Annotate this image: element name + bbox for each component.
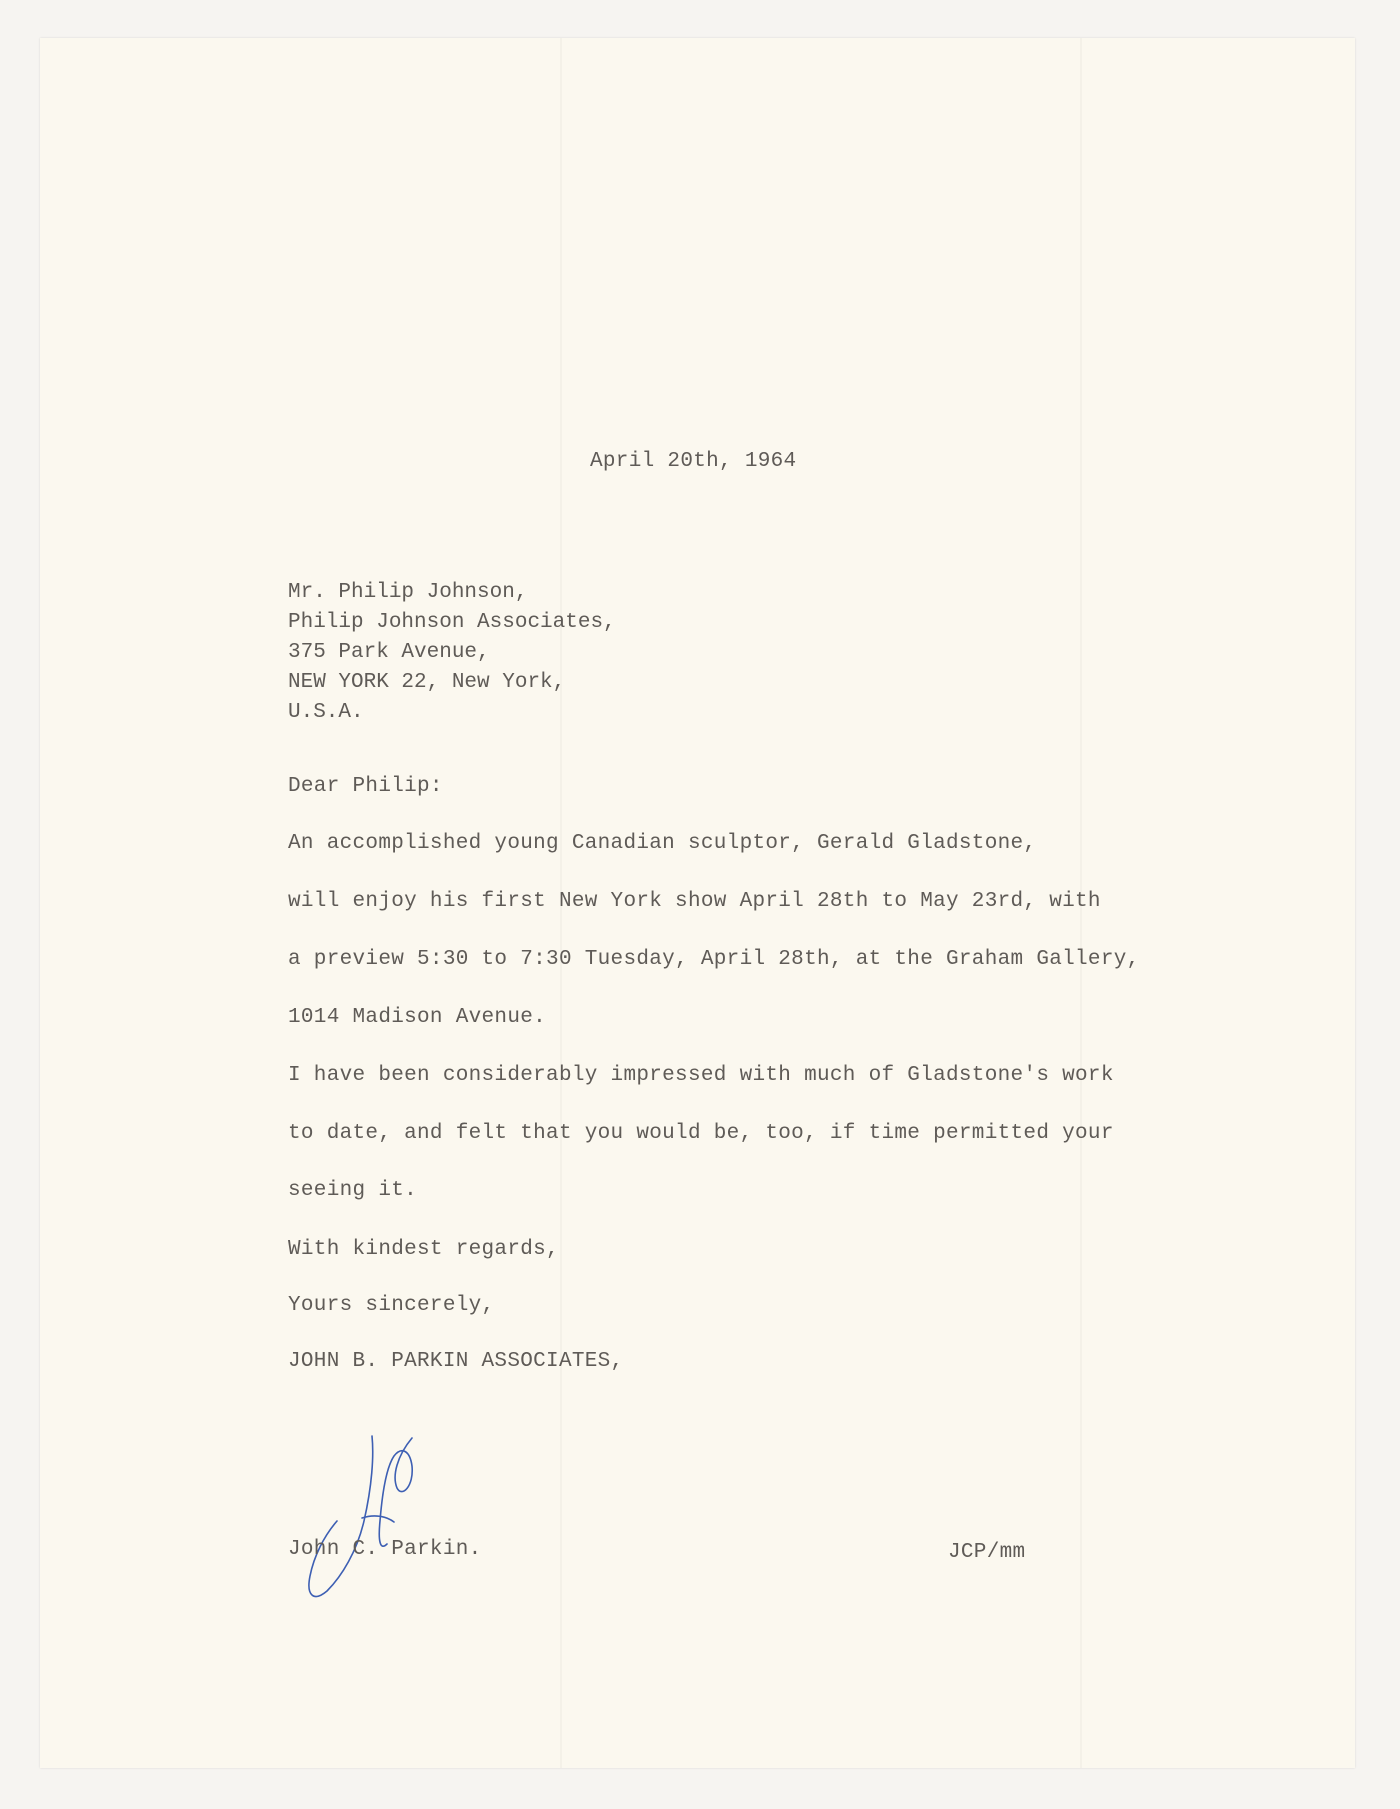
body-line: seeing it. bbox=[288, 1179, 418, 1202]
signatory-name: John C. Parkin. bbox=[288, 1538, 482, 1561]
body-line: a preview 5:30 to 7:30 Tuesday, April 28th, at the Graham Gallery, bbox=[288, 948, 1140, 971]
valediction: Yours sincerely, bbox=[288, 1294, 495, 1317]
address-line: 375 Park Avenue, bbox=[288, 641, 490, 664]
recipient-address bbox=[288, 581, 708, 731]
firm-name: JOHN B. PARKIN ASSOCIATES, bbox=[288, 1350, 624, 1373]
body-line: will enjoy his first New York show April 28th to May 23rd, with bbox=[288, 890, 1101, 913]
address-line: Philip Johnson Associates, bbox=[288, 611, 616, 634]
body-line: An accomplished young Canadian sculptor, Gerald Gladstone, bbox=[288, 832, 1037, 855]
letter-date: April 20th, 1964 bbox=[590, 450, 797, 473]
address-line: NEW YORK 22, New York, bbox=[288, 671, 566, 694]
body-line: to date, and felt that you would be, too, if time permitted your bbox=[288, 1122, 1114, 1145]
body-line: 1014 Madison Avenue. bbox=[288, 1006, 547, 1029]
closing-line: With kindest regards, bbox=[288, 1238, 559, 1261]
handwritten-signature bbox=[302, 1426, 462, 1616]
letter-page bbox=[40, 38, 1355, 1768]
address-line: U.S.A. bbox=[288, 701, 364, 724]
typist-initials: JCP/mm bbox=[948, 1541, 1026, 1564]
body-line: I have been considerably impressed with much of Gladstone's work bbox=[288, 1064, 1114, 1087]
address-line: Mr. Philip Johnson, bbox=[288, 581, 528, 604]
salutation: Dear Philip: bbox=[288, 775, 443, 798]
